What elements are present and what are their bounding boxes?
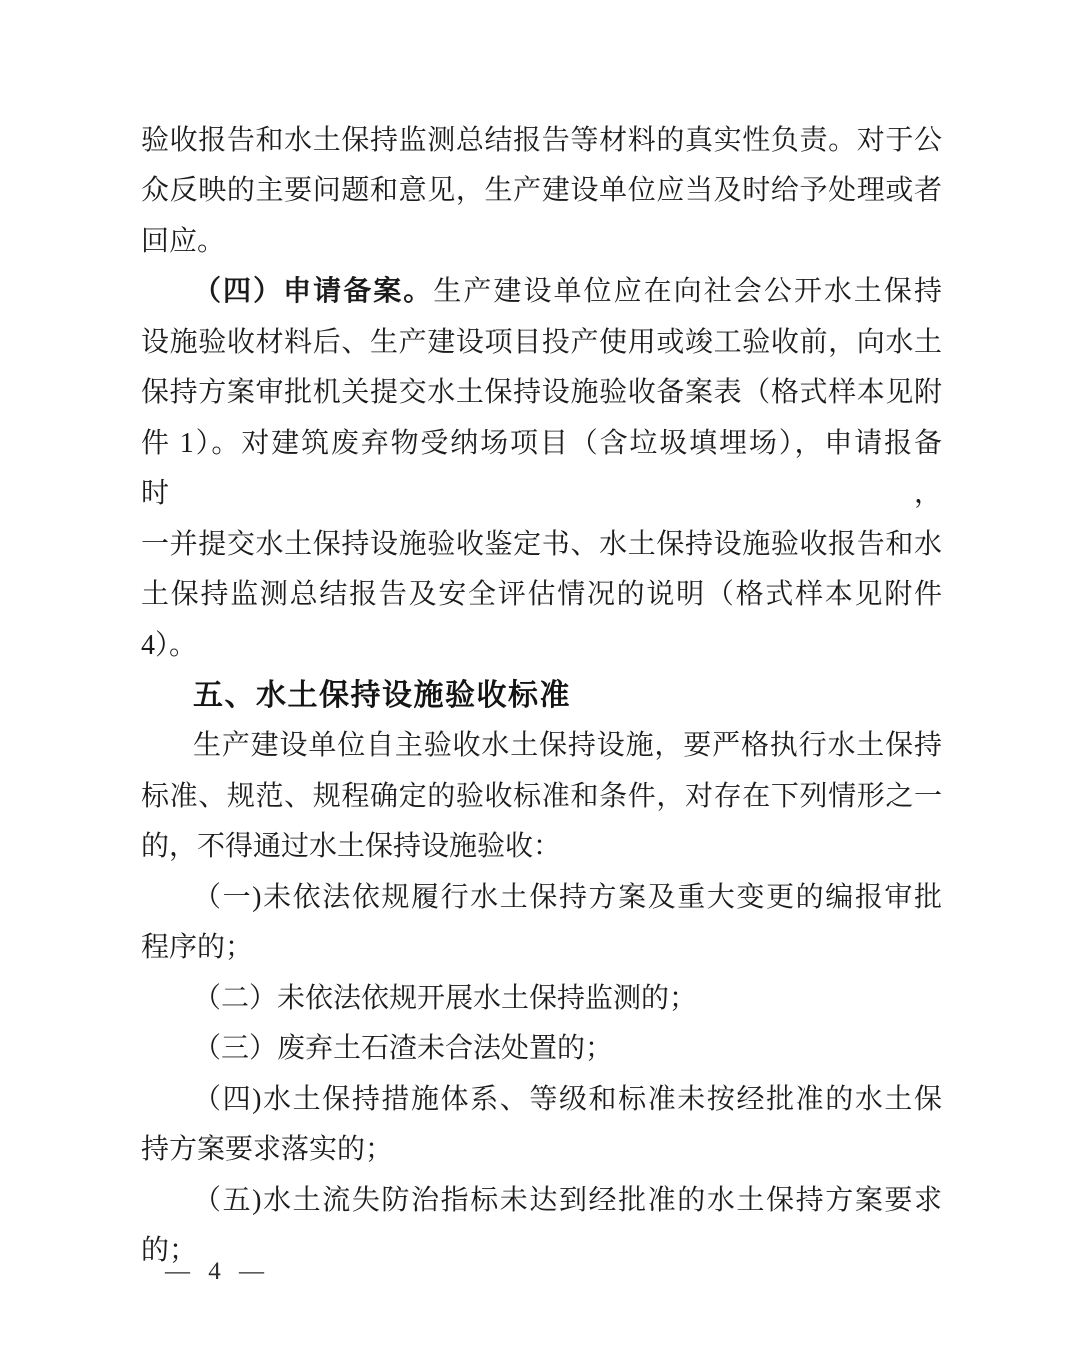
- para-filing-line-3: 保持方案审批机关提交水土保持设施验收备案表（格式样本见附: [141, 377, 942, 409]
- para-responsibility-line-3: 回应。: [141, 225, 226, 257]
- para-filing-line-2: 设施验收材料后、生产建设项目投产使用或竣工验收前，向水土: [141, 326, 942, 358]
- section-5-heading: [141, 671, 942, 721]
- item-1-line-2: 程序的；: [141, 932, 254, 964]
- bold-run: （四）申请备案。: [193, 276, 434, 308]
- item-4-line-2: 持方案要求落实的；: [141, 1134, 394, 1166]
- para-standards-line-1: 生产建设单位自主验收水土保持设施，要严格执行水土保持: [193, 730, 942, 762]
- para-standards-line-2: 标准、规范、规程确定的验收标准和条件，对存在下列情形之一: [141, 780, 942, 812]
- para-filing-line-4: 件 1）。对建筑废弃物受纳场项目（含垃圾填埋场），申请报备时，: [141, 427, 942, 510]
- document-body: [141, 116, 942, 1276]
- item-1-line-1: （一)未依法依规履行水土保持方案及重大变更的编报审批: [193, 881, 942, 913]
- item-5-line-1: （五)水土流失防治指标未达到经批准的水土保持方案要求: [193, 1184, 942, 1216]
- bold-run: 五、水土保持设施验收标准: [193, 678, 571, 712]
- para-responsibility-line-2: 众反映的主要问题和意见，生产建设单位应当及时给予处理或者: [141, 175, 942, 207]
- para-filing-line-6: 土保持监测总结报告及安全评估情况的说明（格式样本见附件: [141, 579, 942, 611]
- para-filing-line-1: （四）申请备案。生产建设单位应在向社会公开水土保持: [193, 276, 942, 308]
- para-filing-line-7: 4）。: [141, 629, 198, 661]
- para-responsibility-line-1: 验收报告和水土保持监测总结报告等材料的真实性负责。对于公: [141, 125, 942, 156]
- item-5-line-2: 的；: [141, 1234, 198, 1266]
- page-number: — 4 —: [165, 1258, 270, 1285]
- item-2-line: （二）未依法依规开展水土保持监测的；: [193, 982, 698, 1014]
- item-4-line-1: （四)水土保持措施体系、等级和标准未按经批准的水土保: [193, 1083, 942, 1115]
- item-3-line: （三）废弃土石渣未合法处置的；: [193, 1033, 614, 1065]
- para-standards-line-3: 的，不得通过水土保持设施验收：: [141, 831, 562, 863]
- para-filing-line-5: 一并提交水土保持设施验收鉴定书、水土保持设施验收报告和水: [141, 528, 942, 560]
